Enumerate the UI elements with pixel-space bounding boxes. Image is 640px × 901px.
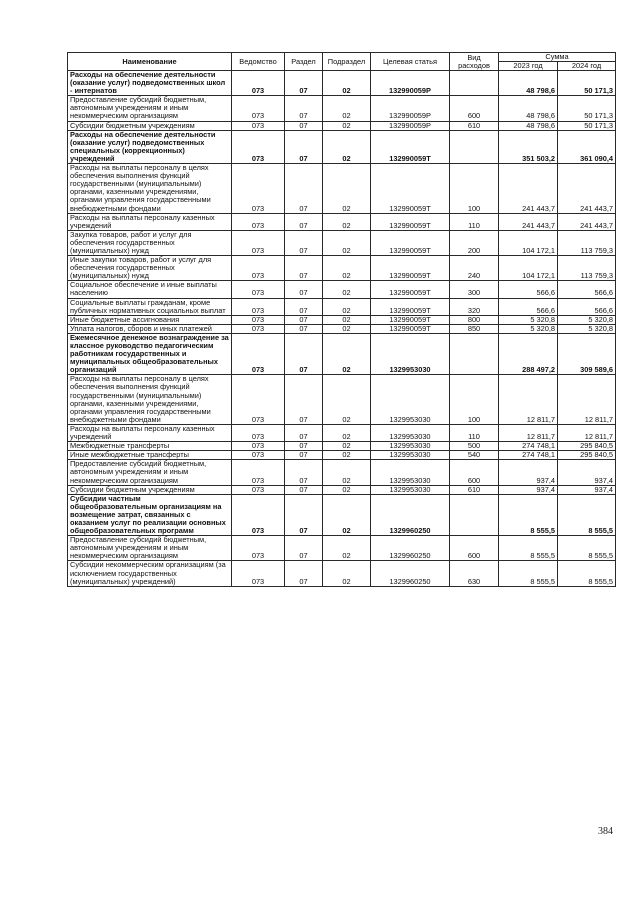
row-2024: 8 555,5	[558, 494, 616, 535]
row-name: Иные закупки товаров, работ и услуг для обеспечения государственных (муниципальных) нужд	[68, 256, 232, 281]
row-target: 132990059Т	[371, 164, 450, 214]
row-target: 1329953030	[371, 485, 450, 494]
row-dept: 073	[232, 494, 285, 535]
row-section: 07	[285, 536, 323, 561]
row-type: 100	[450, 375, 499, 425]
row-subsection: 02	[323, 451, 371, 460]
row-dept: 073	[232, 281, 285, 298]
row-subsection: 02	[323, 561, 371, 586]
row-type	[450, 494, 499, 535]
row-type: 500	[450, 442, 499, 451]
row-2023: 48 798,6	[499, 71, 558, 96]
row-name: Субсидии бюджетным учреждениям	[68, 485, 232, 494]
row-2023: 274 748,1	[499, 442, 558, 451]
row-2024: 5 320,8	[558, 315, 616, 324]
row-name: Межбюджетные трансферты	[68, 442, 232, 451]
row-type	[450, 333, 499, 374]
row-subsection: 02	[323, 230, 371, 255]
row-section: 07	[285, 130, 323, 163]
row-2023: 937,4	[499, 485, 558, 494]
table-row	[68, 164, 616, 214]
row-2024: 50 171,3	[558, 71, 616, 96]
row-target: 132990059Т	[371, 324, 450, 333]
row-target: 132990059Т	[371, 213, 450, 230]
row-target: 132990059Т	[371, 130, 450, 163]
table-row	[68, 424, 616, 441]
row-dept: 073	[232, 121, 285, 130]
row-section: 07	[285, 424, 323, 441]
row-target: 1329953030	[371, 333, 450, 374]
row-2023: 274 748,1	[499, 451, 558, 460]
col-header-type: Вид расходов	[450, 53, 499, 71]
row-dept: 073	[232, 375, 285, 425]
budget-table	[67, 52, 616, 587]
row-name: Расходы на обеспечение деятельности (оказание услуг) подведомственных школ - интернатов	[68, 71, 232, 96]
row-type: 850	[450, 324, 499, 333]
col-header-2023: 2023 год	[499, 62, 558, 71]
page-number: 384	[598, 826, 613, 837]
row-subsection: 02	[323, 375, 371, 425]
row-subsection: 02	[323, 213, 371, 230]
row-dept: 073	[232, 333, 285, 374]
row-2023: 5 320,8	[499, 324, 558, 333]
row-2024: 12 811,7	[558, 375, 616, 425]
row-target: 1329953030	[371, 460, 450, 485]
row-type: 600	[450, 460, 499, 485]
row-name: Предоставление субсидий бюджетным, автономным учреждениям и иным некоммерческим организациям	[68, 460, 232, 485]
row-target: 1329953030	[371, 451, 450, 460]
row-2024: 361 090,4	[558, 130, 616, 163]
row-section: 07	[285, 230, 323, 255]
table-row	[68, 333, 616, 374]
row-subsection: 02	[323, 424, 371, 441]
col-header-sum: Сумма	[499, 53, 616, 62]
row-name: Иные бюджетные ассигнования	[68, 315, 232, 324]
row-2024: 937,4	[558, 485, 616, 494]
row-name: Предоставление субсидий бюджетным, автономным учреждениям и иным некоммерческим организациям	[68, 96, 232, 121]
row-subsection: 02	[323, 298, 371, 315]
row-subsection: 02	[323, 256, 371, 281]
col-header-section: Раздел	[285, 53, 323, 71]
table-row	[68, 494, 616, 535]
row-name: Ежемесячное денежное вознаграждение за классное руководство педагогическим работникам государственных и муниципальных общеобразовательных организаций	[68, 333, 232, 374]
row-target: 132990059Т	[371, 230, 450, 255]
row-2024: 937,4	[558, 460, 616, 485]
row-type: 600	[450, 96, 499, 121]
row-2023: 8 555,5	[499, 561, 558, 586]
row-name: Субсидии бюджетным учреждениям	[68, 121, 232, 130]
row-target: 1329953030	[371, 442, 450, 451]
row-2024: 12 811,7	[558, 424, 616, 441]
row-section: 07	[285, 494, 323, 535]
col-header-target: Целевая статья	[371, 53, 450, 71]
row-dept: 073	[232, 424, 285, 441]
row-type: 320	[450, 298, 499, 315]
row-dept: 073	[232, 213, 285, 230]
row-dept: 073	[232, 164, 285, 214]
row-2023: 351 503,2	[499, 130, 558, 163]
table-row	[68, 71, 616, 96]
row-2024: 8 555,5	[558, 561, 616, 586]
row-dept: 073	[232, 230, 285, 255]
table-row	[68, 213, 616, 230]
table-row	[68, 536, 616, 561]
row-2023: 8 555,5	[499, 494, 558, 535]
row-dept: 073	[232, 130, 285, 163]
row-subsection: 02	[323, 281, 371, 298]
row-subsection: 02	[323, 71, 371, 96]
col-header-subsection: Подраздел	[323, 53, 371, 71]
row-type: 600	[450, 536, 499, 561]
row-target: 1329953030	[371, 424, 450, 441]
table-row	[68, 460, 616, 485]
table-row	[68, 375, 616, 425]
row-dept: 073	[232, 460, 285, 485]
row-dept: 073	[232, 485, 285, 494]
table-row	[68, 130, 616, 163]
row-name: Субсидии некоммерческим организациям (за исключением государственных (муниципальных) учреждений)	[68, 561, 232, 586]
row-2023: 8 555,5	[499, 536, 558, 561]
row-type: 540	[450, 451, 499, 460]
row-name: Социальные выплаты гражданам, кроме публичных нормативных социальных выплат	[68, 298, 232, 315]
row-2024: 241 443,7	[558, 164, 616, 214]
row-section: 07	[285, 164, 323, 214]
col-header-2024: 2024 год	[558, 62, 616, 71]
row-name: Расходы на выплаты персоналу в целях обеспечения выполнения функций государственными (муниципальными) органами, казенными учреждениями, органами управления государственными внебюджетными фондами	[68, 164, 232, 214]
row-2023: 12 811,7	[499, 424, 558, 441]
row-target: 132990059Т	[371, 281, 450, 298]
row-2023: 104 172,1	[499, 230, 558, 255]
row-target: 1329960250	[371, 494, 450, 535]
row-name: Иные межбюджетные трансферты	[68, 451, 232, 460]
row-section: 07	[285, 375, 323, 425]
row-section: 07	[285, 315, 323, 324]
row-subsection: 02	[323, 324, 371, 333]
table-row	[68, 96, 616, 121]
row-type	[450, 71, 499, 96]
row-2023: 241 443,7	[499, 213, 558, 230]
row-section: 07	[285, 96, 323, 121]
row-dept: 073	[232, 324, 285, 333]
row-name: Предоставление субсидий бюджетным, автономным учреждениям и иным некоммерческим организациям	[68, 536, 232, 561]
row-subsection: 02	[323, 460, 371, 485]
table-body	[68, 71, 616, 587]
row-target: 1329953030	[371, 375, 450, 425]
row-dept: 073	[232, 451, 285, 460]
row-section: 07	[285, 71, 323, 96]
row-dept: 073	[232, 71, 285, 96]
row-section: 07	[285, 460, 323, 485]
table-row	[68, 281, 616, 298]
row-section: 07	[285, 256, 323, 281]
row-target: 132990059Р	[371, 121, 450, 130]
row-subsection: 02	[323, 164, 371, 214]
row-2024: 566,6	[558, 281, 616, 298]
row-target: 132990059Т	[371, 315, 450, 324]
row-type: 110	[450, 424, 499, 441]
row-subsection: 02	[323, 485, 371, 494]
row-name: Закупка товаров, работ и услуг для обеспечения государственных (муниципальных) нужд	[68, 230, 232, 255]
row-name: Расходы на выплаты персоналу казенных учреждений	[68, 213, 232, 230]
row-2024: 113 759,3	[558, 230, 616, 255]
row-subsection: 02	[323, 536, 371, 561]
row-name: Уплата налогов, сборов и иных платежей	[68, 324, 232, 333]
row-subsection: 02	[323, 442, 371, 451]
table-row	[68, 298, 616, 315]
row-dept: 073	[232, 536, 285, 561]
row-dept: 073	[232, 315, 285, 324]
row-section: 07	[285, 451, 323, 460]
row-section: 07	[285, 485, 323, 494]
row-2023: 5 320,8	[499, 315, 558, 324]
row-2023: 288 497,2	[499, 333, 558, 374]
row-2023: 12 811,7	[499, 375, 558, 425]
row-type	[450, 130, 499, 163]
row-section: 07	[285, 121, 323, 130]
row-section: 07	[285, 442, 323, 451]
row-name: Субсидии частным общеобразовательным организациям на возмещение затрат, связанных с оказанием услуг по реализации основных общеобразовательных программ	[68, 494, 232, 535]
row-subsection: 02	[323, 96, 371, 121]
row-section: 07	[285, 298, 323, 315]
row-subsection: 02	[323, 315, 371, 324]
row-dept: 073	[232, 561, 285, 586]
row-section: 07	[285, 324, 323, 333]
row-2024: 8 555,5	[558, 536, 616, 561]
row-2024: 295 840,5	[558, 451, 616, 460]
row-type: 200	[450, 230, 499, 255]
row-section: 07	[285, 561, 323, 586]
row-2024: 50 171,3	[558, 121, 616, 130]
row-2023: 48 798,6	[499, 96, 558, 121]
row-2024: 241 443,7	[558, 213, 616, 230]
table-row	[68, 121, 616, 130]
row-2024: 566,6	[558, 298, 616, 315]
row-subsection: 02	[323, 130, 371, 163]
row-name: Расходы на выплаты персоналу в целях обеспечения выполнения функций государственными (муниципальными) органами, казенными учреждениями, органами управления государственными внебюджетными фондами	[68, 375, 232, 425]
row-dept: 073	[232, 442, 285, 451]
table-row	[68, 561, 616, 586]
row-dept: 073	[232, 256, 285, 281]
row-subsection: 02	[323, 494, 371, 535]
row-type: 300	[450, 281, 499, 298]
row-type: 240	[450, 256, 499, 281]
row-2024: 5 320,8	[558, 324, 616, 333]
row-target: 132990059Р	[371, 96, 450, 121]
row-2023: 566,6	[499, 298, 558, 315]
table-row	[68, 315, 616, 324]
row-target: 132990059Р	[371, 71, 450, 96]
row-dept: 073	[232, 96, 285, 121]
row-2023: 937,4	[499, 460, 558, 485]
row-target: 1329960250	[371, 561, 450, 586]
row-type: 110	[450, 213, 499, 230]
row-section: 07	[285, 281, 323, 298]
table-row	[68, 230, 616, 255]
row-section: 07	[285, 333, 323, 374]
row-type: 800	[450, 315, 499, 324]
col-header-dept: Ведомство	[232, 53, 285, 71]
row-type: 100	[450, 164, 499, 214]
col-header-name: Наименование	[68, 53, 232, 71]
row-target: 1329960250	[371, 536, 450, 561]
row-2024: 295 840,5	[558, 442, 616, 451]
row-name: Расходы на обеспечение деятельности (оказание услуг) подведомственных специальных (коррекционных) учреждений	[68, 130, 232, 163]
row-name: Расходы на выплаты персоналу казенных учреждений	[68, 424, 232, 441]
row-subsection: 02	[323, 333, 371, 374]
table-row	[68, 485, 616, 494]
row-type: 610	[450, 121, 499, 130]
row-2024: 50 171,3	[558, 96, 616, 121]
row-type: 610	[450, 485, 499, 494]
row-subsection: 02	[323, 121, 371, 130]
row-dept: 073	[232, 298, 285, 315]
row-2024: 113 759,3	[558, 256, 616, 281]
row-2024: 309 589,6	[558, 333, 616, 374]
row-section: 07	[285, 213, 323, 230]
row-2023: 566,6	[499, 281, 558, 298]
row-target: 132990059Т	[371, 256, 450, 281]
row-target: 132990059Т	[371, 298, 450, 315]
row-2023: 241 443,7	[499, 164, 558, 214]
row-name: Социальное обеспечение и иные выплаты населению	[68, 281, 232, 298]
row-type: 630	[450, 561, 499, 586]
table-row	[68, 256, 616, 281]
row-2023: 104 172,1	[499, 256, 558, 281]
row-2023: 48 798,6	[499, 121, 558, 130]
